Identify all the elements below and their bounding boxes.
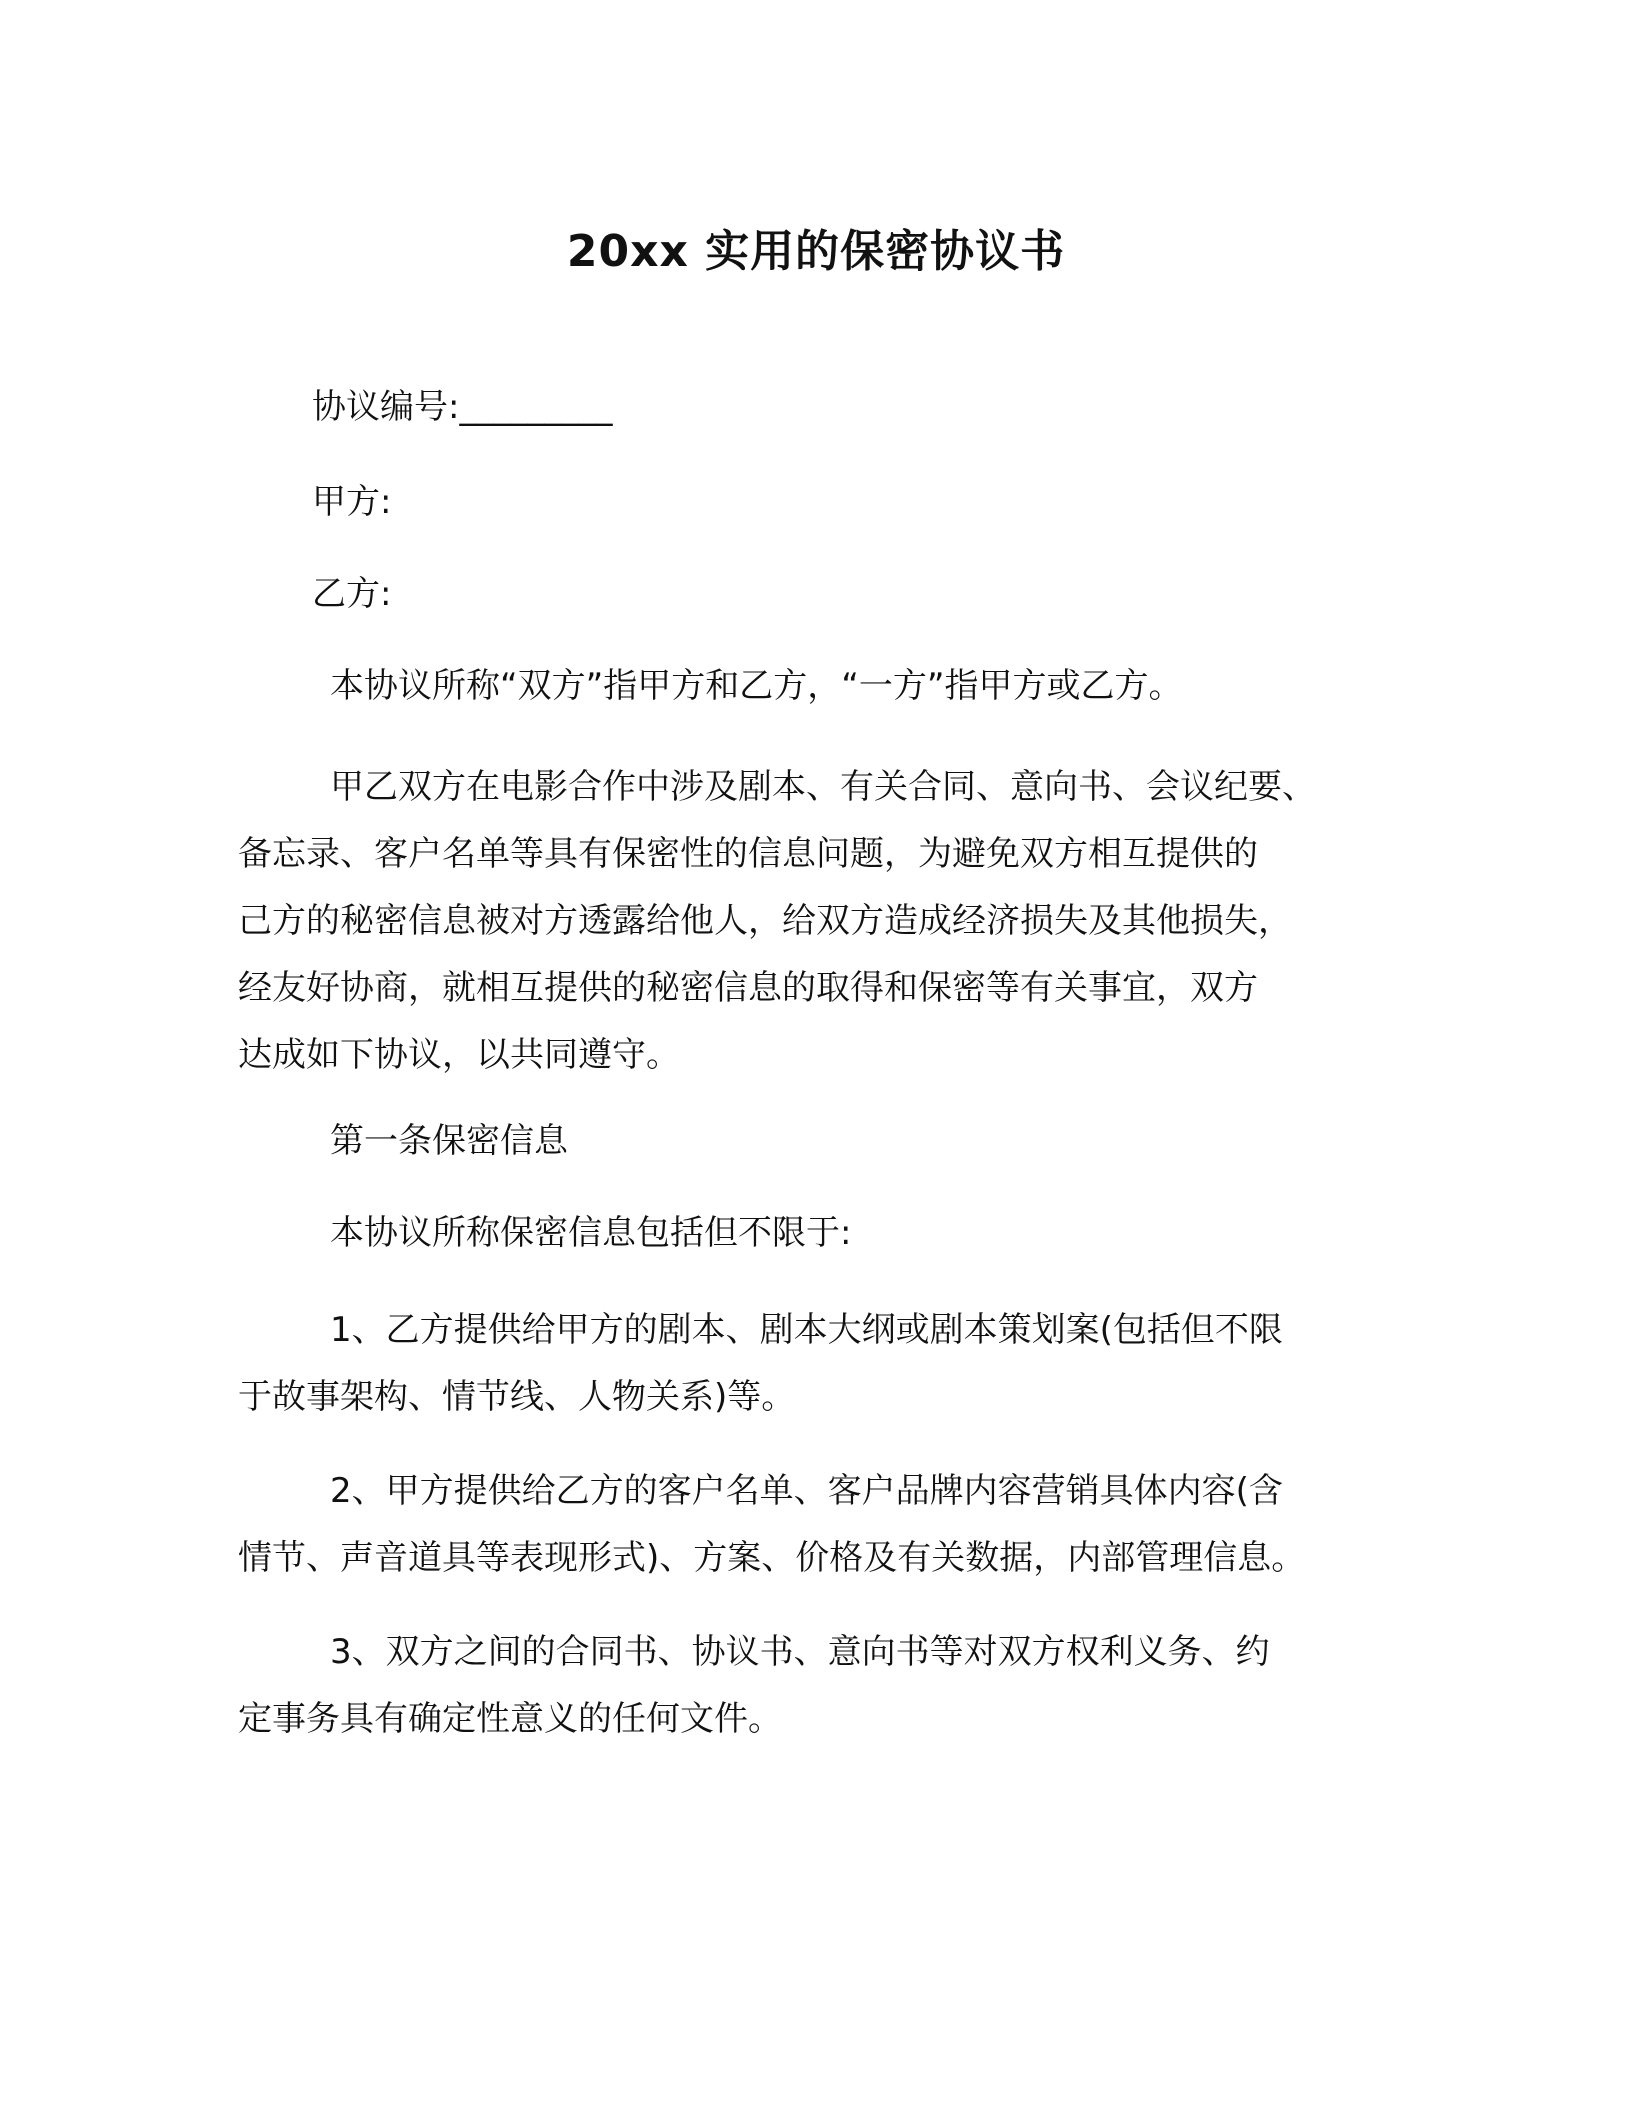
document-title: 20xx 实用的保密协议书 [566, 226, 1066, 277]
agreement-number: 协议编号:_________ [312, 387, 613, 427]
intro-line: 甲乙双方在电影合作中涉及剧本、有关合同、意向书、会议纪要、 [330, 767, 1316, 807]
item-3 [238, 1619, 1398, 1753]
article1-lead: 本协议所称保密信息包括但不限于: [330, 1213, 852, 1253]
party-a: 甲方: [312, 482, 392, 522]
intro-paragraph [238, 754, 1398, 1089]
item-2-line: 2、甲方提供给乙方的客户名单、客户品牌内容营销具体内容(含 [330, 1471, 1283, 1511]
intro-line: 达成如下协议，以共同遵守。 [238, 1035, 680, 1075]
item-1-line: 于故事架构、情节线、人物关系)等。 [238, 1377, 796, 1417]
item-1-line: 1、乙方提供给甲方的剧本、剧本大纲或剧本策划案(包括但不限 [330, 1310, 1283, 1350]
intro-line: 经友好协商，就相互提供的秘密信息的取得和保密等有关事宜，双方 [238, 968, 1258, 1008]
party-b: 乙方: [312, 574, 392, 614]
item-2 [238, 1458, 1398, 1592]
intro-line: 备忘录、客户名单等具有保密性的信息问题，为避免双方相互提供的 [238, 834, 1258, 874]
item-3-line: 3、双方之间的合同书、协议书、意向书等对双方权利义务、约 [330, 1632, 1270, 1672]
item-1 [238, 1297, 1398, 1431]
article1-heading: 第一条保密信息 [330, 1121, 568, 1161]
definition-paragraph: 本协议所称“双方”指甲方和乙方，“一方”指甲方或乙方。 [330, 666, 1183, 706]
item-3-line: 定事务具有确定性意义的任何文件。 [238, 1699, 782, 1739]
item-2-line: 情节、声音道具等表现形式)、方案、价格及有关数据，内部管理信息。 [238, 1538, 1306, 1578]
intro-line: 己方的秘密信息被对方透露给他人，给双方造成经济损失及其他损失， [238, 901, 1292, 941]
